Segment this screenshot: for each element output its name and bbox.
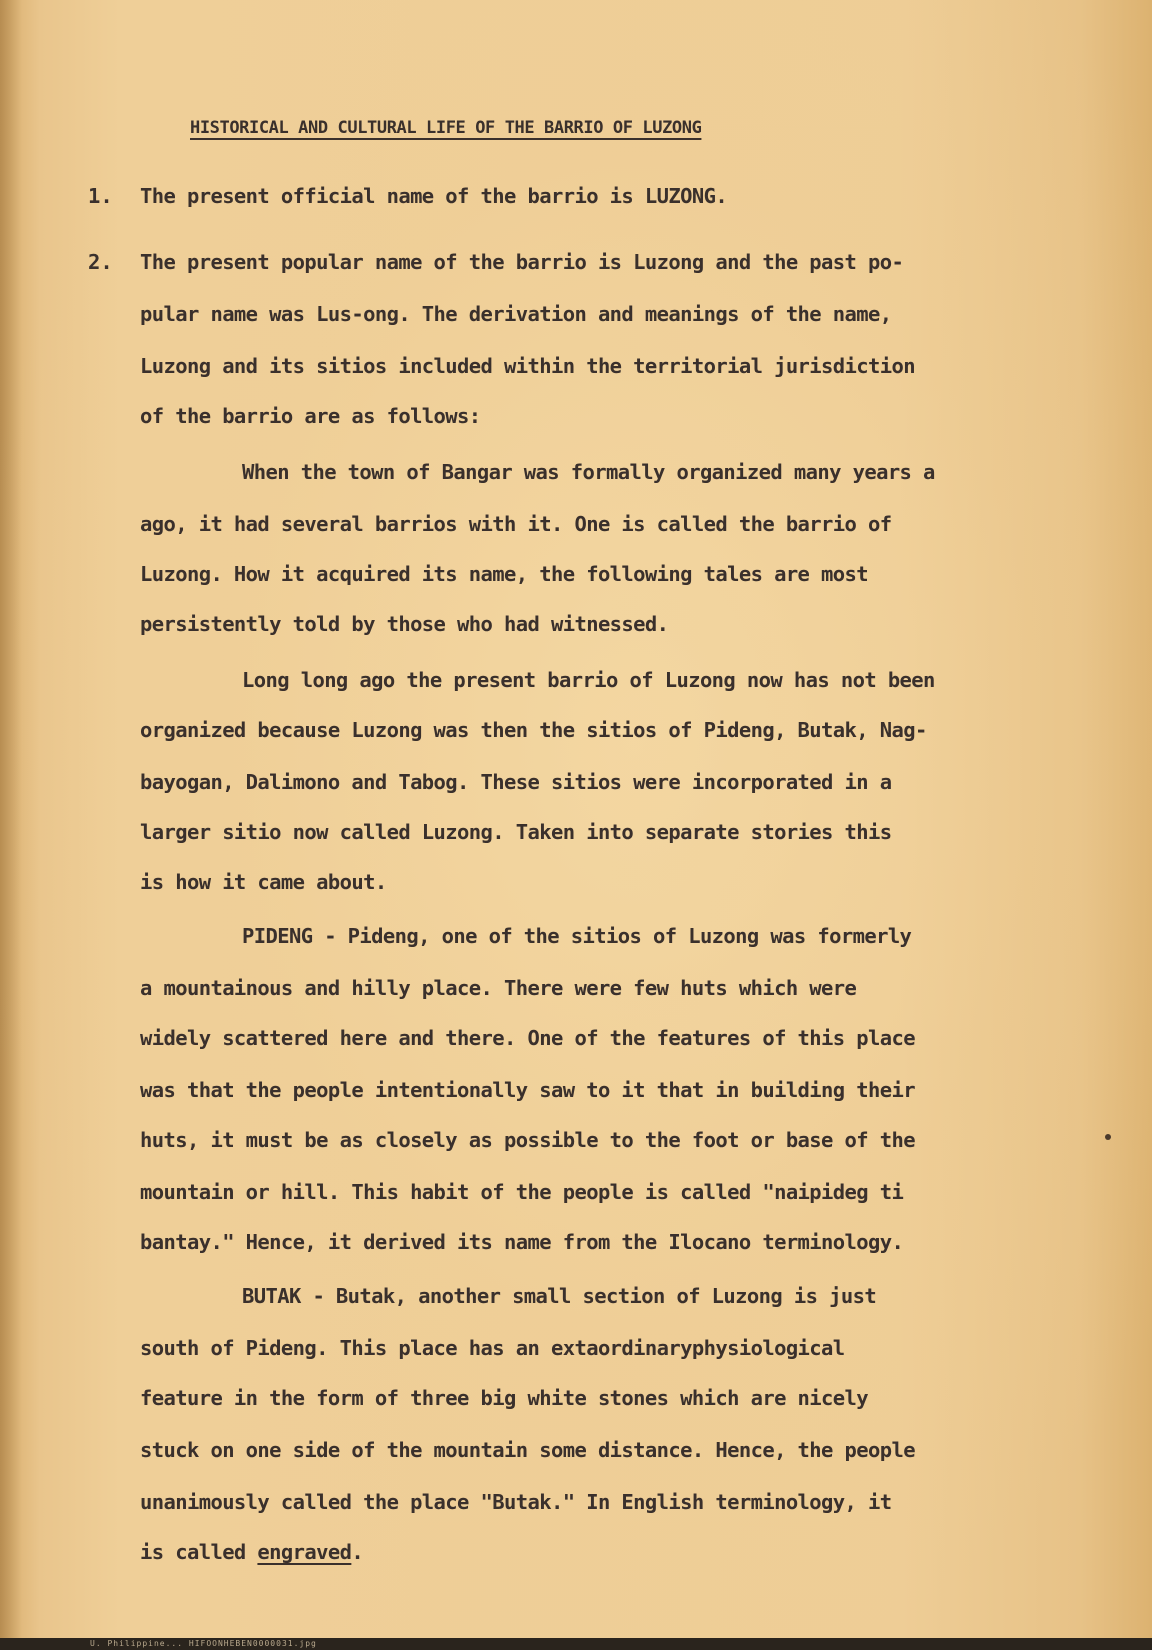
- page-edge-shadow: [0, 0, 22, 1650]
- item-1-line-1: The present official name of the barrio is LUZONG.: [140, 184, 728, 208]
- para-4-line-4: stuck on one side of the mountain some distance. Hence, the people: [140, 1438, 915, 1462]
- para-2-line-3: bayogan, Dalimono and Tabog. These sitios were incorporated in a: [140, 770, 892, 794]
- document-title: HISTORICAL AND CULTURAL LIFE OF THE BARRIO OF LUZONG: [190, 118, 702, 138]
- para-3-line-4: was that the people intentionally saw to it that in building their: [140, 1078, 915, 1102]
- para-4-last-suffix: .: [351, 1540, 364, 1564]
- para-4-last-prefix: is called: [140, 1540, 258, 1564]
- para-1-line-1: When the town of Bangar was formally organized many years a: [242, 460, 935, 484]
- para-2-line-4: larger sitio now called Luzong. Taken into separate stories this: [140, 820, 892, 844]
- underlined-word: engraved: [257, 1540, 352, 1564]
- item-2-line-4: of the barrio are as follows:: [140, 404, 481, 428]
- para-2-line-1: Long long ago the present barrio of Luzong now has not been: [242, 668, 935, 692]
- para-4-line-2: south of Pideng. This place has an extaordinaryphysiological: [140, 1336, 845, 1360]
- item-1-number: 1.: [88, 184, 113, 208]
- para-3-line-1: PIDENG - Pideng, one of the sitios of Luzong was formerly: [242, 924, 912, 948]
- para-4-line-6: [140, 1540, 363, 1564]
- para-3-line-2: a mountainous and hilly place. There were few huts which were: [140, 976, 857, 1000]
- item-2-line-1: The present popular name of the barrio is Luzong and the past po-: [140, 250, 904, 274]
- paper-speck: [1105, 1134, 1111, 1140]
- item-2-number: 2.: [88, 250, 113, 274]
- para-3-line-7: bantay." Hence, it derived its name from the Ilocano terminology.: [140, 1230, 904, 1254]
- para-1-line-4: persistently told by those who had witnessed.: [140, 612, 669, 636]
- para-2-line-5: is how it came about.: [140, 870, 387, 894]
- para-1-line-3: Luzong. How it acquired its name, the following tales are most: [140, 562, 869, 586]
- item-2-line-2: pular name was Lus-ong. The derivation and meanings of the name,: [140, 302, 892, 326]
- para-4-line-3: feature in the form of three big white stones which are nicely: [140, 1386, 869, 1410]
- para-4-line-1: BUTAK - Butak, another small section of Luzong is just: [242, 1284, 877, 1308]
- item-2-line-3: Luzong and its sitios included within the territorial jurisdiction: [140, 354, 915, 378]
- scan-footer-caption: U. Philippine... HIFOONHEBEN0000031.jpg: [90, 1639, 317, 1648]
- para-3-line-3: widely scattered here and there. One of the features of this place: [140, 1026, 915, 1050]
- para-4-line-5: unanimously called the place "Butak." In English terminology, it: [140, 1490, 892, 1514]
- para-3-line-5: huts, it must be as closely as possible to the foot or base of the: [140, 1128, 915, 1152]
- para-1-line-2: ago, it had several barrios with it. One is called the barrio of: [140, 512, 892, 536]
- para-2-line-2: organized because Luzong was then the sitios of Pideng, Butak, Nag-: [140, 718, 927, 742]
- para-3-line-6: mountain or hill. This habit of the people is called "naipideg ti: [140, 1180, 904, 1204]
